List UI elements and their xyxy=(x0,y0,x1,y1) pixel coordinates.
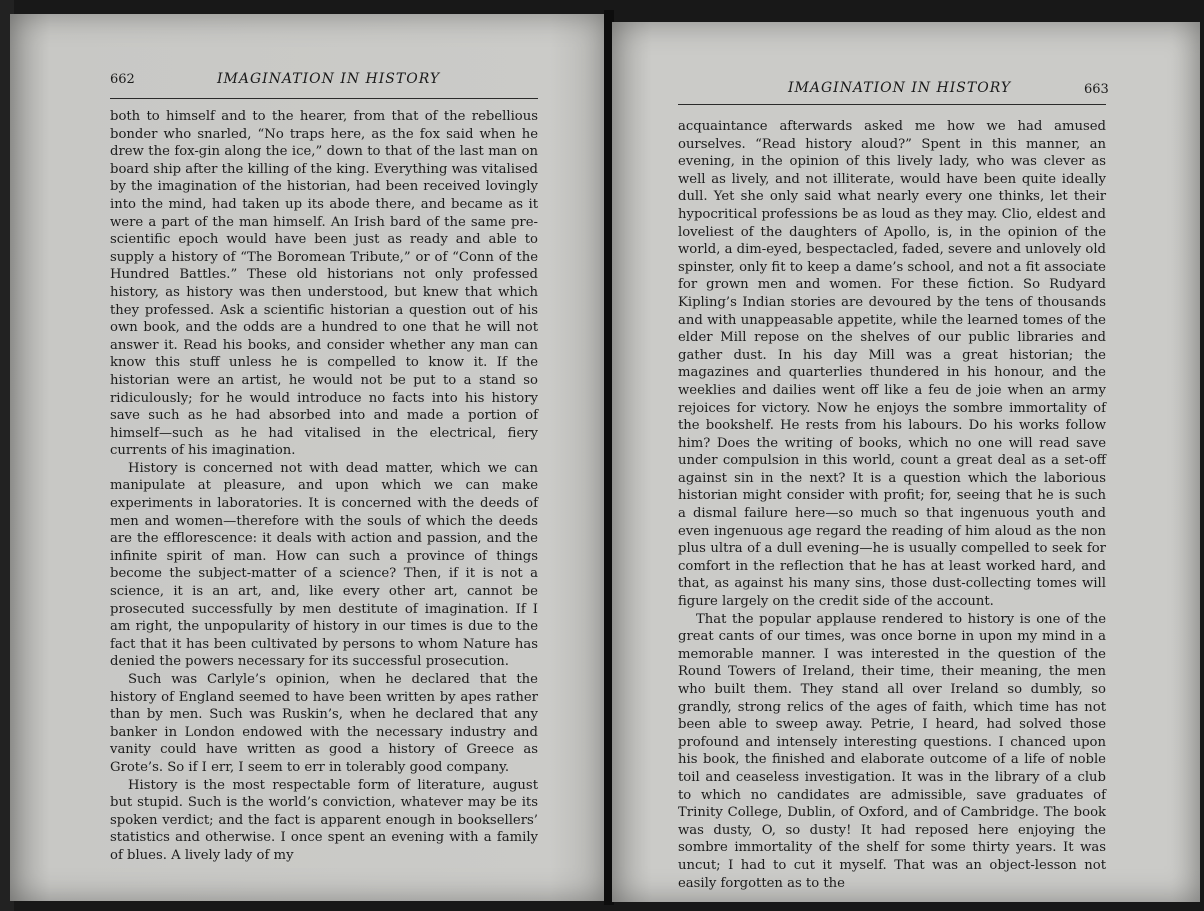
left-paragraph-3: Such was Carlyle’s opinion, when he declared that the history of England seemed to have been written by apes rather than by men. Such was Ruskin’s, when he declared that any banker in London endowed with the necessary industry and vanity could have written as good a history of Greece as Grote’s. So if I err, I seem to err in tolerably good company. xyxy=(110,672,538,775)
left-paragraph-2: History is concerned not with dead matter, which we can manipulate at pleasure, and upon which we can make experiments in laboratories. It is concerned with the deeds of men and women—therefore with the souls of which the deeds are the efflorescence: it deals with action and passion, and the infinite spirit of man. How can such a province of things become the subject-matter of a science? Then, if it is not a science, it is an art, and, like every other art, cannot be prosecuted successfully by men destitute of imagination. If I am right, the unpopularity of history in our times is due to the fact that it has been cultivated by persons to whom Nature has denied the powers necessary for its successful prosecution. xyxy=(110,460,538,670)
left-paragraph-4: History is the most respectable form of literature, august but stupid. Such is the world’s conviction, whatever may be its spoken verdict; and the fact is apparent enough in booksellers’ statistics and otherwise. I once spent an evening with a family of blues. A lively lady of my xyxy=(110,777,538,863)
left-header-rule xyxy=(110,98,538,99)
left-running-head: IMAGINATION IN HISTORY xyxy=(217,71,441,87)
left-paragraph-1: both to himself and to the hearer, from that of the rebellious bonder who snarled, “No traps here, as the fox said when he drew the fox-gin along the ice,” down to that of the last man on board ship after the killing of the king. Everything was vitalised by the imagination of the historian, had been received lovingly into the mind, had taken up its abode there, and became as it were a part of the man himself. An Irish bard of the same pre-scientific epoch would have been just as ready and able to supply a history of “The Boromean Tribute,” or of “Conn of the Hundred Battles.” These old historians not only professed history, as history was then understood, but knew that which they professed. Ask a scientific historian a question out of his own book, and the odds are a hundred to one that he will not answer it. Read his books, and consider whether any man can know this stuff unless he is compelled to know it. If the historian were an artist, he would not be put to a stand so ridiculously; for he would introduce no facts into his history save such as he had absorbed into and made a portion of himself—such as he had vitalised in the electrical, fiery currents of his imagination. xyxy=(110,109,538,459)
right-page xyxy=(612,22,1200,902)
left-page xyxy=(10,14,608,901)
right-paragraph-1: acquaintance afterwards asked me how we had amused ourselves. “Read history aloud?” Spent in this manner, an evening, in the opinion of this lively lady, who was clever as well as lively, and not illiterate, would have been quite ideally dull. Yet she only said what nearly every one thinks, let their hypocritical professions be as loud as they may. Clio, eldest and loveliest of the daughters of Apollo, is, in the opinion of the world, a dim-eyed, bespectacled, faded, severe and unlovely old spinster, only fit to keep a dame’s school, and not a fit associate for grown men and women. For these fiction. So Rudyard Kipling’s Indian stories are devoured by the tens of thousands and with unappeasable appetite, while the learned tomes of the elder Mill repose on the shelves of our public libraries and gather dust. In his day Mill was a great historian; the magazines and quarterlies thundered in his honour, and the weeklies and dailies went off like a feu de joie when an army rejoices for victory. Now he enjoys the sombre immortality of the bookshelf. He rests from his labours. Do his works follow him? Does the writing of books, which no one will read save under compulsion in this world, count a great deal as a set-off against sin in the next? It is a question which the laborious historian might consider with profit; for, seeing that he is such a dismal failure here—so much so that ingenuous youth and even ingenuous age regard the reading of him aloud as the non plus ultra of a dull evening—he is usually compelled to seek for comfort in the reflection that he has at least worked hard, and that, as against his many sins, those dust-collecting tomes will figure largely on the credit side of the account. xyxy=(678,119,1106,610)
right-body-text xyxy=(678,118,1106,892)
left-page-number: 662 xyxy=(110,72,135,87)
right-page-number: 663 xyxy=(1084,82,1109,97)
left-body-text xyxy=(110,108,538,865)
right-running-head: IMAGINATION IN HISTORY xyxy=(788,80,1012,96)
right-header-rule xyxy=(678,104,1106,105)
right-paragraph-2: That the popular applause rendered to history is one of the great cants of our times, was once borne in upon my mind in a memorable manner. I was interested in the question of the Round Towers of Ireland, their time, their meaning, the men who built them. They stand all over Ireland so dumbly, so grandly, strong relics of the ages of faith, which time has not been able to sweep away. Petrie, I heard, had solved those profound and intensely interesting questions. I chanced upon his book, the finished and elaborate outcome of a life of noble toil and ceaseless investigation. It was in the library of a club to which no candidates are admissible, save graduates of Trinity College, Dublin, of Oxford, and of Cambridge. The book was dusty, O, so dusty! It had reposed here enjoying the sombre immortality of the shelf for some thirty years. It was uncut; I had to cut it myself. That was an object-lesson not easily forgotten as to the xyxy=(678,611,1106,891)
